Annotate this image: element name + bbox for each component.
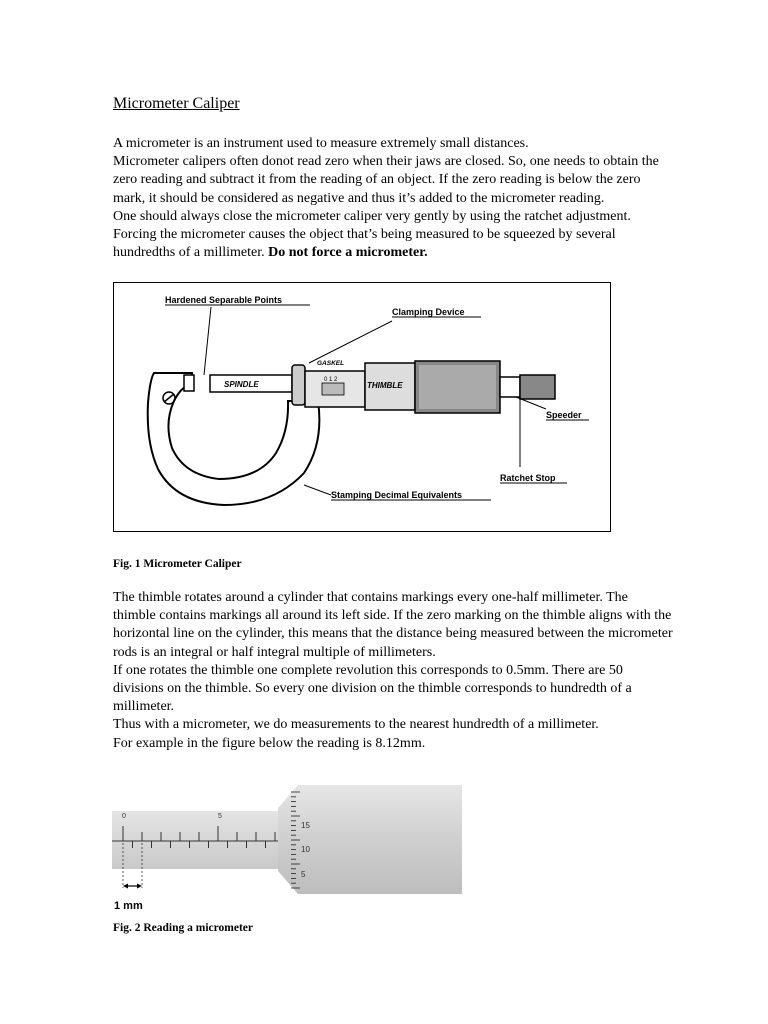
thimble-label-10: 10 — [301, 845, 310, 854]
intro-text — [113, 135, 673, 262]
thimble-label: THIMBLE — [367, 381, 403, 390]
figure-micrometer-caliper — [113, 282, 611, 532]
intro-line-2: Micrometer calipers often donot read zero when their jaws are closed. So, one needs to obtain the zero reading and subtract it from the reading of an object. If the zero reading is below the zero mark, it should be considered as negative and thus it’s added to the micrometer reading. — [113, 154, 659, 206]
label-speeder: Speeder — [546, 410, 582, 420]
label-ratchet-stop: Ratchet Stop — [500, 473, 556, 483]
label-hardened-points: Hardened Separable Points — [165, 295, 283, 305]
body-line-2: If one rotates the thimble one complete revolution this corresponds to 0.5mm. There are 50 divisions on the thimble. So every one division on the thimble corresponds to hundredth of a millimeter. — [113, 662, 632, 715]
unit-label: 1 mm — [114, 900, 143, 912]
body-text — [113, 589, 673, 753]
body-line-1: The thimble rotates around a cylinder that contains markings every one-half millimeter. The thimble contains markings all around its left side. If the zero marking on the thimble aligns with the horizontal line on the cylinder, this means that the distance being measured between the micrometer rods is an integral or half integral multiple of millimeters. — [113, 590, 673, 660]
thimble-label-5: 5 — [301, 870, 306, 879]
page-title: Micrometer Caliper — [113, 95, 240, 112]
anvil — [184, 375, 194, 391]
sleeve-scale-digits: 0 1 2 — [324, 377, 338, 383]
figure2-caption: Fig. 2 Reading a micrometer — [113, 922, 253, 934]
figure-reading-micrometer — [110, 780, 466, 915]
label-stamping: Stamping Decimal Equivalents — [331, 490, 463, 500]
figure1-caption: Fig. 1 Micrometer Caliper — [113, 558, 242, 570]
label-clamping-device: Clamping Device — [392, 307, 465, 317]
body-line-3: Thus with a micrometer, we do measurements to the nearest hundredth of a millimeter. — [113, 717, 599, 733]
intro-line-3 — [113, 208, 673, 263]
warning-text: Do not force a micrometer. — [268, 245, 428, 261]
label-gasket: GASKEL — [317, 360, 345, 367]
intro-line-1: A micrometer is an instrument used to measure extremely small distances. — [113, 136, 529, 151]
sleeve-label-5: 5 — [218, 813, 222, 820]
thimble-label-15: 15 — [301, 821, 310, 830]
spindle-label: SPINDLE — [224, 380, 259, 389]
speeder — [520, 375, 555, 399]
thimble — [278, 785, 462, 894]
clamping-device — [292, 365, 305, 405]
intro-line-3-text: One should always close the micrometer caliper very gently by using the ratchet adjustment. Forcing the micrometer causes the object that’s being measured to be squeezed by several hundredths of a millimeter. — [113, 208, 631, 261]
sleeve-label-0: 0 — [122, 813, 126, 820]
body-line-4: For example in the figure below the reading is 8.12mm. — [113, 735, 426, 751]
sleeve — [112, 811, 278, 869]
ratchet-stop — [500, 377, 520, 397]
